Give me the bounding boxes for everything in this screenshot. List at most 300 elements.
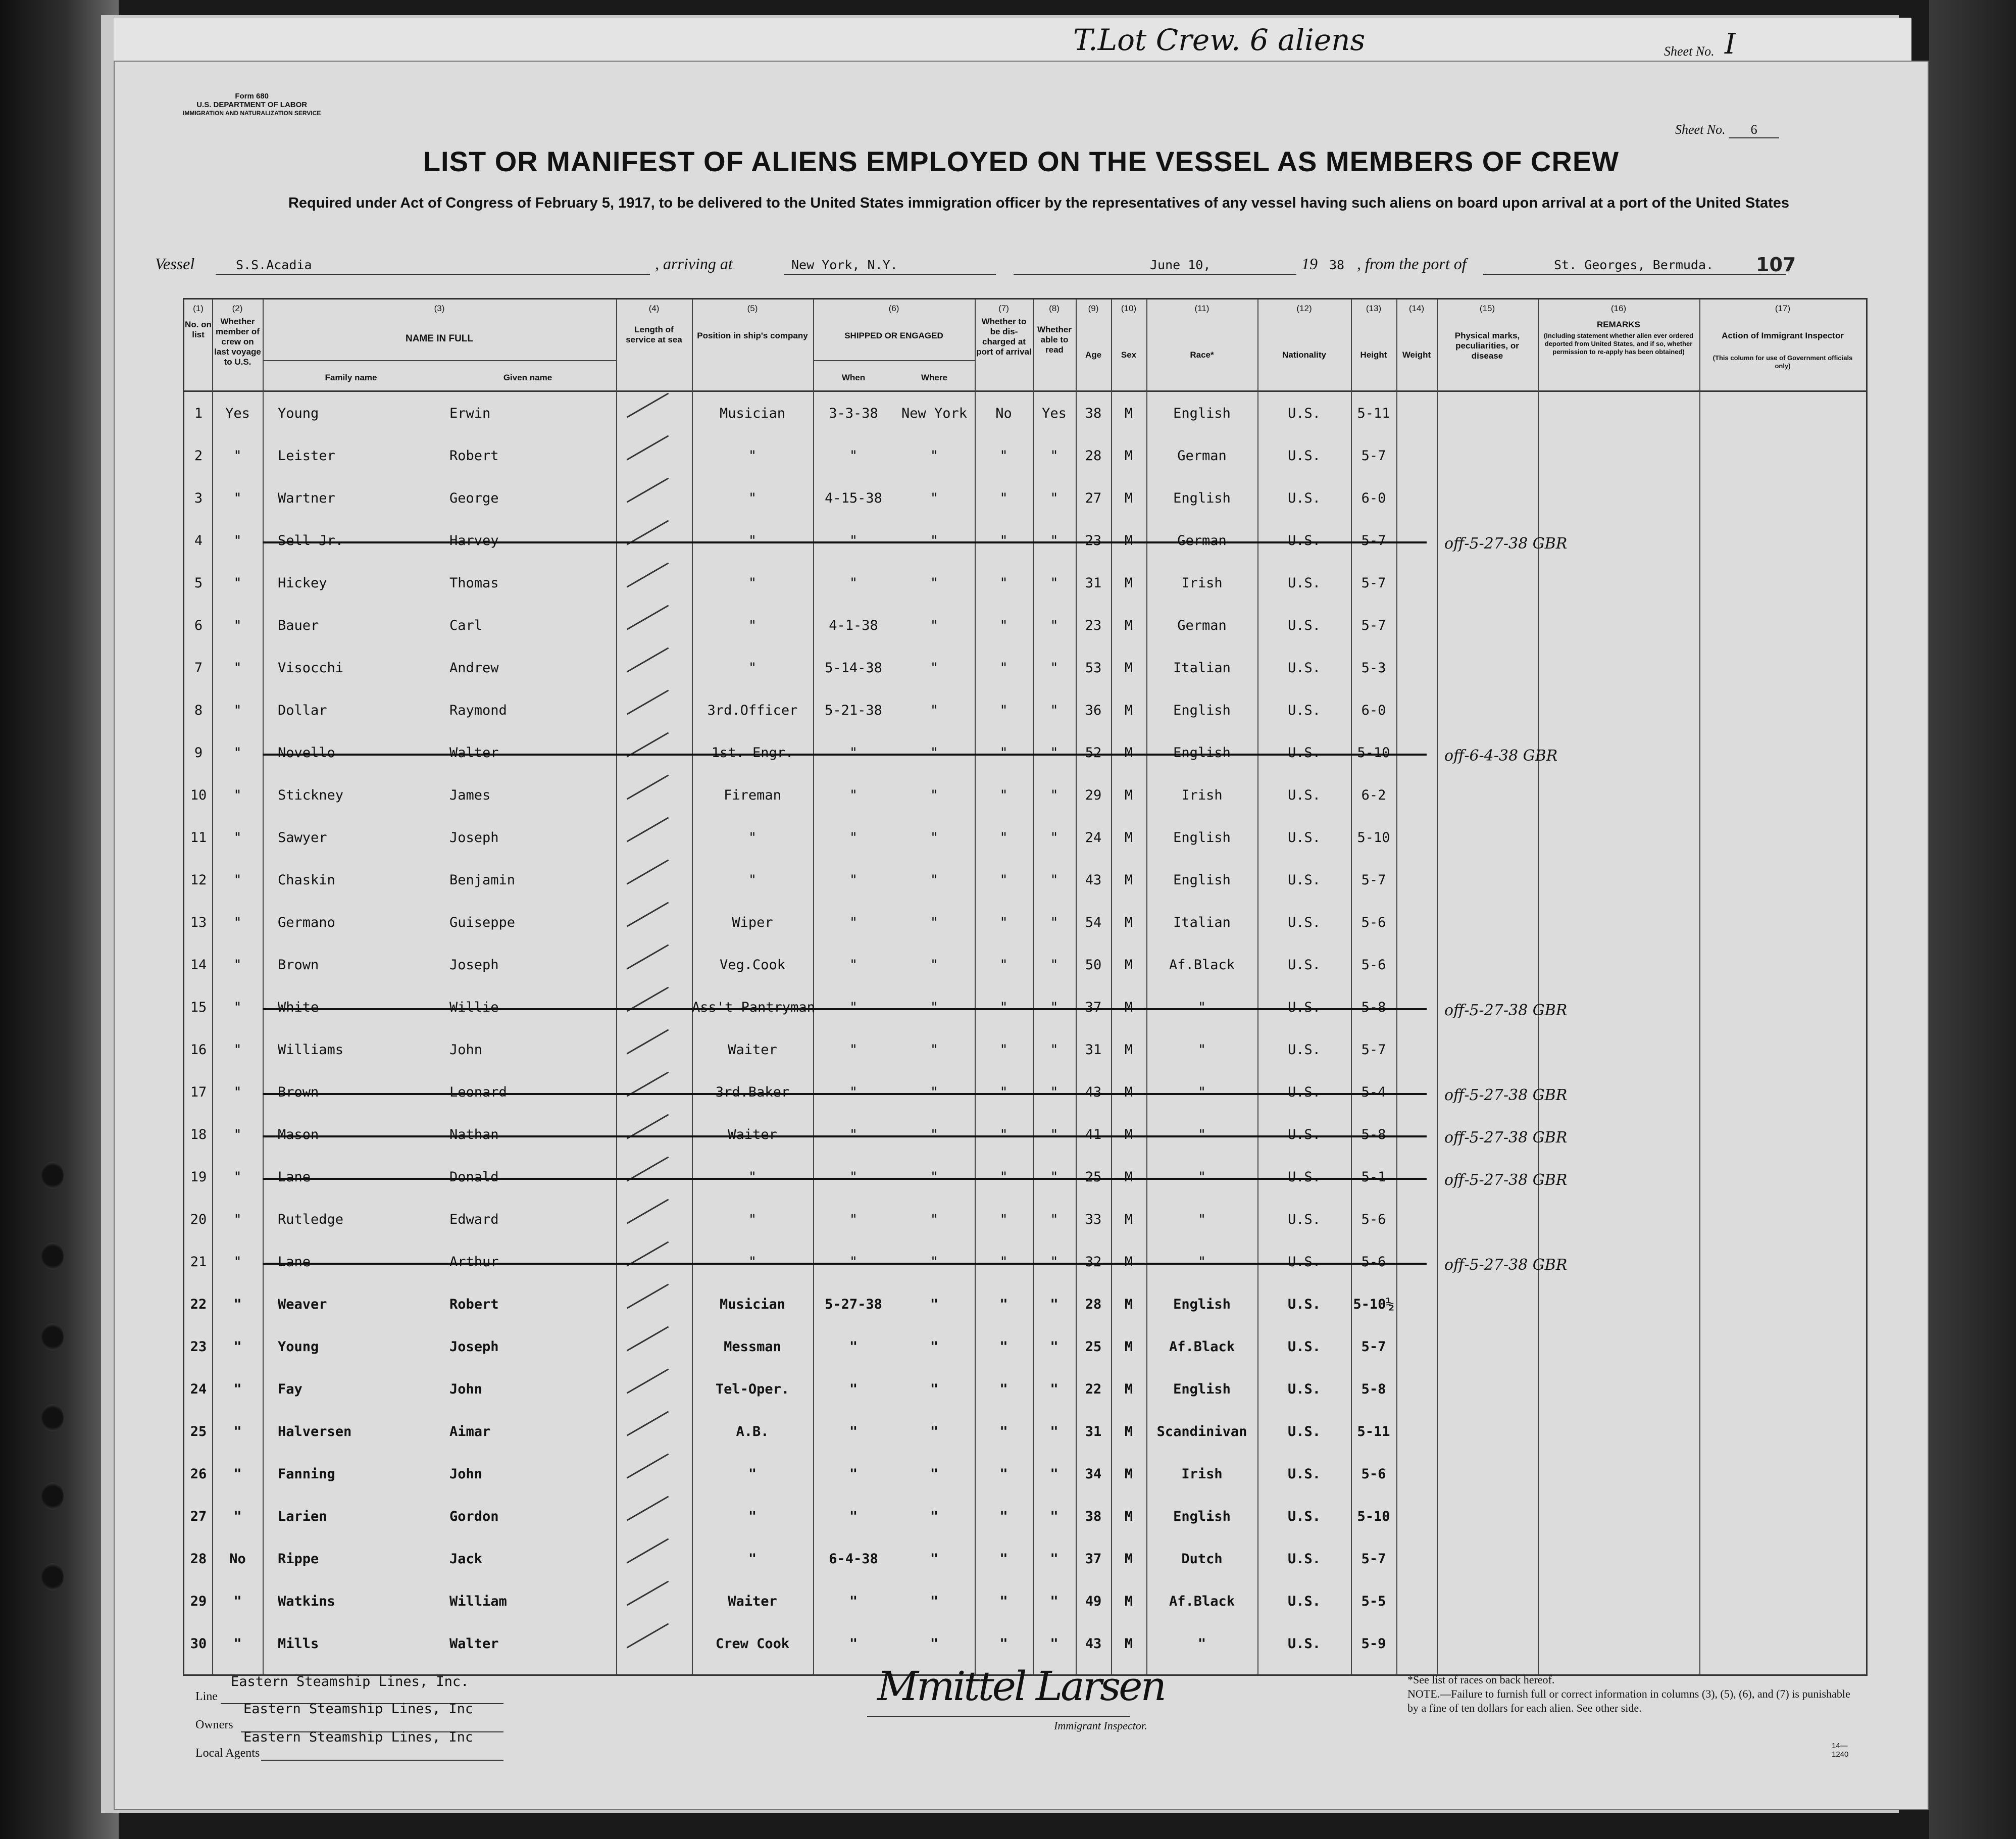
cell-height: 5-9 — [1361, 1636, 1386, 1652]
owners-value: Eastern Steamship Lines, Inc — [243, 1701, 474, 1717]
col-4-header: Length of service at sea — [626, 325, 682, 344]
cell-nat: U.S. — [1287, 448, 1321, 464]
punch-hole — [41, 1162, 64, 1189]
col-9-header: Age — [1085, 350, 1102, 360]
cell-race: English — [1173, 406, 1231, 421]
cell-when: " — [849, 1466, 858, 1482]
service-tick-mark — [627, 1368, 669, 1394]
table-row — [184, 1494, 1866, 1533]
table-row — [184, 900, 1866, 939]
departure-port: St. Georges, Bermuda. — [1554, 258, 1714, 272]
cell-prev: " — [233, 448, 242, 464]
cell-prev: " — [233, 1297, 242, 1312]
cell-nat: U.S. — [1287, 1509, 1321, 1524]
cell-dis: " — [999, 1509, 1008, 1524]
table-row — [184, 1112, 1866, 1151]
cell-race: " — [1197, 1212, 1206, 1227]
cell-position: 3rd.Baker — [715, 1084, 790, 1100]
cell-height: 5-3 — [1361, 660, 1386, 676]
cell-height: 6-0 — [1361, 490, 1386, 506]
cell-family: White — [278, 1000, 319, 1015]
cell-dis: " — [999, 1254, 1008, 1270]
cell-no: 13 — [190, 915, 207, 930]
cell-given: James — [449, 787, 491, 803]
cell-height: 5-6 — [1361, 915, 1386, 930]
cell-no: 19 — [190, 1169, 207, 1185]
cell-sex: M — [1124, 1551, 1133, 1567]
cell-prev: " — [233, 1169, 242, 1185]
cell-given: George — [449, 490, 499, 506]
handwritten-remark: off-5-27-38 GBR — [1444, 1171, 1568, 1189]
cell-sex: M — [1124, 1381, 1133, 1397]
cell-race: English — [1173, 703, 1231, 718]
cell-read: " — [1050, 703, 1059, 718]
cell-nat: U.S. — [1287, 745, 1321, 761]
cell-nat: U.S. — [1287, 1466, 1321, 1482]
arrival-year: 38 — [1329, 258, 1345, 272]
table-row — [184, 518, 1866, 557]
cell-position: " — [748, 448, 757, 464]
owners-label: Owners — [195, 1718, 233, 1731]
service-tick-mark — [627, 689, 669, 715]
sheet-number — [1675, 122, 1779, 138]
cell-prev: " — [233, 1466, 242, 1482]
cell-race: English — [1173, 745, 1231, 761]
cell-prev: " — [233, 575, 242, 591]
cell-height: 5-8 — [1361, 1000, 1386, 1015]
cell-age: 31 — [1085, 1042, 1102, 1058]
agents-label: Local Agents — [195, 1747, 260, 1760]
col-12-header: Nationality — [1282, 350, 1326, 360]
col-17-header: Action of Immigrant Inspector — [1722, 331, 1844, 340]
cell-prev: " — [233, 1254, 242, 1270]
inspector-label: Immigrant Inspector. — [1054, 1719, 1147, 1732]
service-tick-mark — [627, 944, 669, 969]
cell-when: " — [849, 1212, 858, 1227]
cell-dis: " — [999, 1127, 1008, 1142]
family-name-header: Family name — [325, 373, 377, 382]
cell-read: " — [1050, 660, 1059, 676]
cell-read: " — [1050, 1466, 1059, 1482]
cell-read: " — [1050, 490, 1059, 506]
cell-read: " — [1050, 1551, 1059, 1567]
cell-age: 52 — [1085, 745, 1102, 761]
cell-dis: " — [999, 787, 1008, 803]
service-tick-mark — [627, 1453, 669, 1478]
cell-race: English — [1173, 830, 1231, 846]
cell-sex: M — [1124, 745, 1133, 761]
col-10-num: (10) — [1121, 304, 1137, 313]
cell-dis: " — [999, 1466, 1008, 1482]
cell-family: Hickey — [278, 575, 327, 591]
cell-read: " — [1050, 957, 1059, 973]
table-row — [184, 1536, 1866, 1575]
cell-family: Visocchi — [278, 660, 344, 676]
arriving-port: New York, N.Y. — [791, 258, 898, 272]
cell-no: 5 — [194, 575, 203, 591]
table-row — [184, 730, 1866, 769]
cell-height: 5-7 — [1361, 448, 1386, 464]
cell-nat: U.S. — [1287, 872, 1321, 888]
col-6-header: SHIPPED OR ENGAGED — [844, 331, 943, 340]
service-tick-mark — [627, 1496, 669, 1521]
cell-read: " — [1050, 1594, 1059, 1609]
cell-prev: " — [233, 1339, 242, 1355]
cell-where: " — [930, 872, 939, 888]
cell-when: " — [849, 1424, 858, 1439]
cell-when: 4-15-38 — [825, 490, 882, 506]
cell-read: " — [1050, 1127, 1059, 1142]
cell-given: Erwin — [449, 406, 491, 421]
cell-position: Crew Cook — [715, 1636, 790, 1652]
cell-dis: " — [999, 703, 1008, 718]
cell-when: " — [849, 830, 858, 846]
cell-read: " — [1050, 745, 1059, 761]
cell-family: Dollar — [278, 703, 327, 718]
strikethrough-line — [263, 1093, 1427, 1095]
cell-race: " — [1197, 1084, 1206, 1100]
cell-race: Af.Black — [1169, 1339, 1235, 1355]
col-3-header: NAME IN FULL — [405, 333, 474, 344]
cell-where: " — [930, 1212, 939, 1227]
cell-height: 5-7 — [1361, 1042, 1386, 1058]
cell-nat: U.S. — [1287, 1212, 1321, 1227]
cell-where: " — [930, 490, 939, 506]
cell-height: 5-11 — [1357, 406, 1390, 421]
cell-height: 5-7 — [1361, 1551, 1386, 1567]
cell-where: " — [930, 745, 939, 761]
cell-no: 30 — [190, 1636, 207, 1652]
cell-position: Tel-Oper. — [715, 1381, 790, 1397]
cell-height: 5-7 — [1361, 618, 1386, 633]
col-4-num: (4) — [648, 304, 660, 313]
cell-age: 29 — [1085, 787, 1102, 803]
cell-when: " — [849, 1042, 858, 1058]
cell-sex: M — [1124, 490, 1133, 506]
handwritten-crew-note: T.Lot Crew. 6 aliens — [1073, 23, 1366, 57]
cell-age: 23 — [1085, 618, 1102, 633]
cell-when: " — [849, 745, 858, 761]
cell-sex: M — [1124, 448, 1133, 464]
cell-nat: U.S. — [1287, 1084, 1321, 1100]
service-tick-mark — [627, 1623, 669, 1648]
cell-family: Mills — [278, 1636, 319, 1652]
cell-dis: No — [995, 406, 1012, 421]
service-tick-mark — [627, 647, 669, 672]
cell-given: Guiseppe — [449, 915, 516, 930]
cell-dis: " — [999, 1594, 1008, 1609]
cell-when: 5-14-38 — [825, 660, 882, 676]
col-1-num: (1) — [193, 304, 204, 313]
cell-dis: " — [999, 618, 1008, 633]
cell-when: " — [849, 915, 858, 930]
cell-dis: " — [999, 1000, 1008, 1015]
cell-age: 22 — [1085, 1381, 1102, 1397]
arriving-label: , arriving at — [655, 255, 733, 273]
strikethrough-line — [263, 1178, 1427, 1180]
cell-nat: U.S. — [1287, 406, 1321, 421]
cell-no: 7 — [194, 660, 203, 676]
cell-family: Stickney — [278, 787, 344, 803]
cell-no: 8 — [194, 703, 203, 718]
cell-no: 18 — [190, 1127, 207, 1142]
cell-dis: " — [999, 490, 1008, 506]
cell-age: 38 — [1085, 1509, 1102, 1524]
col-10-header: Sex — [1121, 350, 1137, 360]
cell-prev: " — [233, 618, 242, 633]
cell-when: " — [849, 1381, 858, 1397]
cell-read: " — [1050, 1339, 1059, 1355]
cell-when: 5-27-38 — [825, 1297, 882, 1312]
service-tick-mark — [627, 1538, 669, 1563]
cell-family: Fanning — [278, 1466, 335, 1482]
cell-race: English — [1173, 1381, 1231, 1397]
cell-where: " — [930, 575, 939, 591]
cell-prev: " — [233, 1042, 242, 1058]
cell-given: Raymond — [449, 703, 507, 718]
cell-where: " — [930, 1042, 939, 1058]
cell-dis: " — [999, 1212, 1008, 1227]
cell-sex: M — [1124, 618, 1133, 633]
punch-hole — [41, 1242, 64, 1270]
cell-where: " — [930, 618, 939, 633]
form-code: 14—1240 — [1832, 1742, 1849, 1759]
cell-nat: U.S. — [1287, 1254, 1321, 1270]
cell-race: English — [1173, 872, 1231, 888]
cell-position: " — [748, 490, 757, 506]
table-row — [184, 857, 1866, 897]
cell-position: 1st. Engr. — [711, 745, 794, 761]
cell-no: 14 — [190, 957, 207, 973]
cell-height: 5-10½ — [1353, 1297, 1394, 1312]
service-tick-mark — [627, 1283, 669, 1309]
cell-position: " — [748, 1509, 757, 1524]
cell-race: Irish — [1181, 575, 1223, 591]
cell-when: " — [849, 1127, 858, 1142]
cell-sex: M — [1124, 406, 1133, 421]
cell-nat: U.S. — [1287, 1339, 1321, 1355]
cell-height: 5-7 — [1361, 872, 1386, 888]
service-tick-mark — [627, 774, 669, 800]
col-16-header: REMARKS — [1597, 320, 1640, 329]
cell-given: Leonard — [449, 1084, 507, 1100]
cell-given: John — [449, 1042, 483, 1058]
cell-sex: M — [1124, 1212, 1133, 1227]
strikethrough-line — [263, 1263, 1427, 1265]
cell-read: " — [1050, 1042, 1059, 1058]
cell-dis: " — [999, 872, 1008, 888]
col-17-subheader: (This column for use of Government officials only) — [1712, 354, 1853, 370]
table-row — [184, 1324, 1866, 1363]
punch-hole — [41, 1404, 64, 1431]
cell-dis: " — [999, 1636, 1008, 1652]
cell-height: 5-6 — [1361, 1212, 1386, 1227]
cell-prev: " — [233, 1594, 242, 1609]
cell-read: " — [1050, 1084, 1059, 1100]
manifest-page — [114, 61, 1929, 1810]
cell-age: 53 — [1085, 660, 1102, 676]
col-11-header: Race* — [1190, 350, 1214, 360]
cell-race: German — [1177, 533, 1227, 549]
cell-prev: " — [233, 533, 242, 549]
cell-where: " — [930, 1466, 939, 1482]
service-name: IMMIGRATION AND NATURALIZATION SERVICE — [183, 110, 321, 117]
handwritten-remark: off-5-27-38 GBR — [1444, 1129, 1568, 1147]
col-2-num: (2) — [232, 304, 243, 313]
cell-no: 3 — [194, 490, 203, 506]
cell-nat: U.S. — [1287, 1594, 1321, 1609]
cell-nat: U.S. — [1287, 1636, 1321, 1652]
cell-given: John — [449, 1381, 483, 1397]
cell-position: " — [748, 660, 757, 676]
col-14-header: Weight — [1402, 350, 1431, 360]
cell-race: German — [1177, 448, 1227, 464]
cell-read: " — [1050, 448, 1059, 464]
cell-given: Walter — [449, 745, 499, 761]
when-header: When — [841, 373, 866, 382]
col-5-num: (5) — [747, 304, 758, 313]
col-16-num: (16) — [1610, 304, 1627, 313]
cell-age: 31 — [1085, 1424, 1102, 1439]
cell-family: Lane — [278, 1169, 311, 1185]
cell-nat: U.S. — [1287, 1127, 1321, 1142]
department-name: U.S. DEPARTMENT OF LABOR — [196, 101, 308, 109]
col-17-num: (17) — [1775, 304, 1791, 313]
cell-position: Fireman — [724, 787, 781, 803]
cell-dis: " — [999, 1297, 1008, 1312]
cell-no: 25 — [190, 1424, 207, 1439]
agents-value: Eastern Steamship Lines, Inc — [243, 1729, 474, 1745]
table-row — [184, 1409, 1866, 1448]
cell-race: " — [1197, 1254, 1206, 1270]
cell-family: Watkins — [278, 1594, 335, 1609]
cell-where: " — [930, 1169, 939, 1185]
right-background — [1929, 0, 2016, 1839]
cell-family: Williams — [278, 1042, 344, 1058]
sheet-label: Sheet No. — [1675, 122, 1726, 137]
cell-dis: " — [999, 957, 1008, 973]
col-8-num: (8) — [1049, 304, 1060, 313]
cell-no: 6 — [194, 618, 203, 633]
cell-sex: M — [1124, 1127, 1133, 1142]
races-note: *See list of races on back hereof. — [1407, 1673, 1555, 1686]
cell-given: Harvey — [449, 533, 499, 549]
cell-prev: No — [229, 1551, 246, 1567]
cell-where: " — [930, 703, 939, 718]
cell-age: 41 — [1085, 1127, 1102, 1142]
col-15-num: (15) — [1479, 304, 1495, 313]
cell-prev: " — [233, 957, 242, 973]
table-row — [184, 1451, 1866, 1490]
cell-height: 5-1 — [1361, 1169, 1386, 1185]
col-1-header: No. on list — [185, 320, 212, 339]
crew-manifest-table — [183, 298, 1868, 1676]
cell-no: 9 — [194, 745, 203, 761]
page-title: LIST OR MANIFEST OF ALIENS EMPLOYED ON THE VESSEL AS MEMBERS OF CREW — [423, 145, 1620, 177]
cell-sex: M — [1124, 1084, 1133, 1100]
line-value: Eastern Steamship Lines, Inc. — [231, 1674, 469, 1689]
cell-prev: " — [233, 490, 242, 506]
cell-race: English — [1173, 1509, 1231, 1524]
cell-height: 5-7 — [1361, 575, 1386, 591]
cell-where: " — [930, 787, 939, 803]
cell-family: Sell Jr. — [278, 533, 344, 549]
cell-sex: M — [1124, 787, 1133, 803]
cell-race: Dutch — [1181, 1551, 1223, 1567]
service-tick-mark — [627, 1580, 669, 1606]
inspector-signature: Mmittel Larsen — [877, 1663, 1165, 1710]
cell-when: " — [849, 1000, 858, 1015]
cell-no: 4 — [194, 533, 203, 549]
table-row — [184, 687, 1866, 727]
sheet-value: 6 — [1729, 122, 1779, 138]
cell-given: Arthur — [449, 1254, 499, 1270]
cell-when: " — [849, 872, 858, 888]
cell-sex: M — [1124, 1636, 1133, 1652]
cell-age: 36 — [1085, 703, 1102, 718]
col-13-header: Height — [1360, 350, 1387, 360]
cell-nat: U.S. — [1287, 1169, 1321, 1185]
top-sheet-value: I — [1725, 28, 1736, 61]
cell-when: " — [849, 1254, 858, 1270]
cell-age: 50 — [1085, 957, 1102, 973]
table-row — [184, 984, 1866, 1024]
col-16-subheader: (Including statement whether alien ever ordered deported from United States, and if so, whether permission to re-apply has been obtained) — [1543, 332, 1694, 356]
cell-nat: U.S. — [1287, 490, 1321, 506]
cell-given: Walter — [449, 1636, 499, 1652]
cell-where: " — [930, 1594, 939, 1609]
cell-read: " — [1050, 830, 1059, 846]
cell-no: 24 — [190, 1381, 207, 1397]
cell-sex: M — [1124, 660, 1133, 676]
cell-read: " — [1050, 1212, 1059, 1227]
cell-where: " — [930, 1297, 939, 1312]
table-row — [184, 1197, 1866, 1236]
cell-race: Af.Black — [1169, 957, 1235, 973]
col-13-num: (13) — [1366, 304, 1382, 313]
cell-position: " — [748, 1466, 757, 1482]
cell-read: Yes — [1042, 406, 1067, 421]
cell-position: " — [748, 830, 757, 846]
cell-sex: M — [1124, 703, 1133, 718]
form-number: Form 680 — [235, 92, 269, 101]
cell-when: " — [849, 533, 858, 549]
cell-no: 12 — [190, 872, 207, 888]
table-row — [184, 1239, 1866, 1278]
cell-read: " — [1050, 575, 1059, 591]
cell-dis: " — [999, 1339, 1008, 1355]
cell-height: 5-10 — [1357, 1509, 1390, 1524]
cell-read: " — [1050, 872, 1059, 888]
cell-position: Waiter — [728, 1042, 777, 1058]
cell-position: Musician — [719, 1297, 786, 1312]
cell-position: " — [748, 872, 757, 888]
cell-given: Willie — [449, 1000, 499, 1015]
cell-position: " — [748, 1212, 757, 1227]
cell-where: " — [930, 1636, 939, 1652]
cell-where: " — [930, 1381, 939, 1397]
cell-when: " — [849, 1509, 858, 1524]
service-tick-mark — [627, 435, 669, 460]
col-11-num: (11) — [1194, 304, 1209, 313]
cell-race: " — [1197, 1636, 1206, 1652]
cell-given: Carl — [449, 618, 483, 633]
cell-no: 16 — [190, 1042, 207, 1058]
cell-height: 6-0 — [1361, 703, 1386, 718]
cell-race: " — [1197, 1000, 1206, 1015]
table-row — [184, 815, 1866, 854]
cell-nat: U.S. — [1287, 1551, 1321, 1567]
